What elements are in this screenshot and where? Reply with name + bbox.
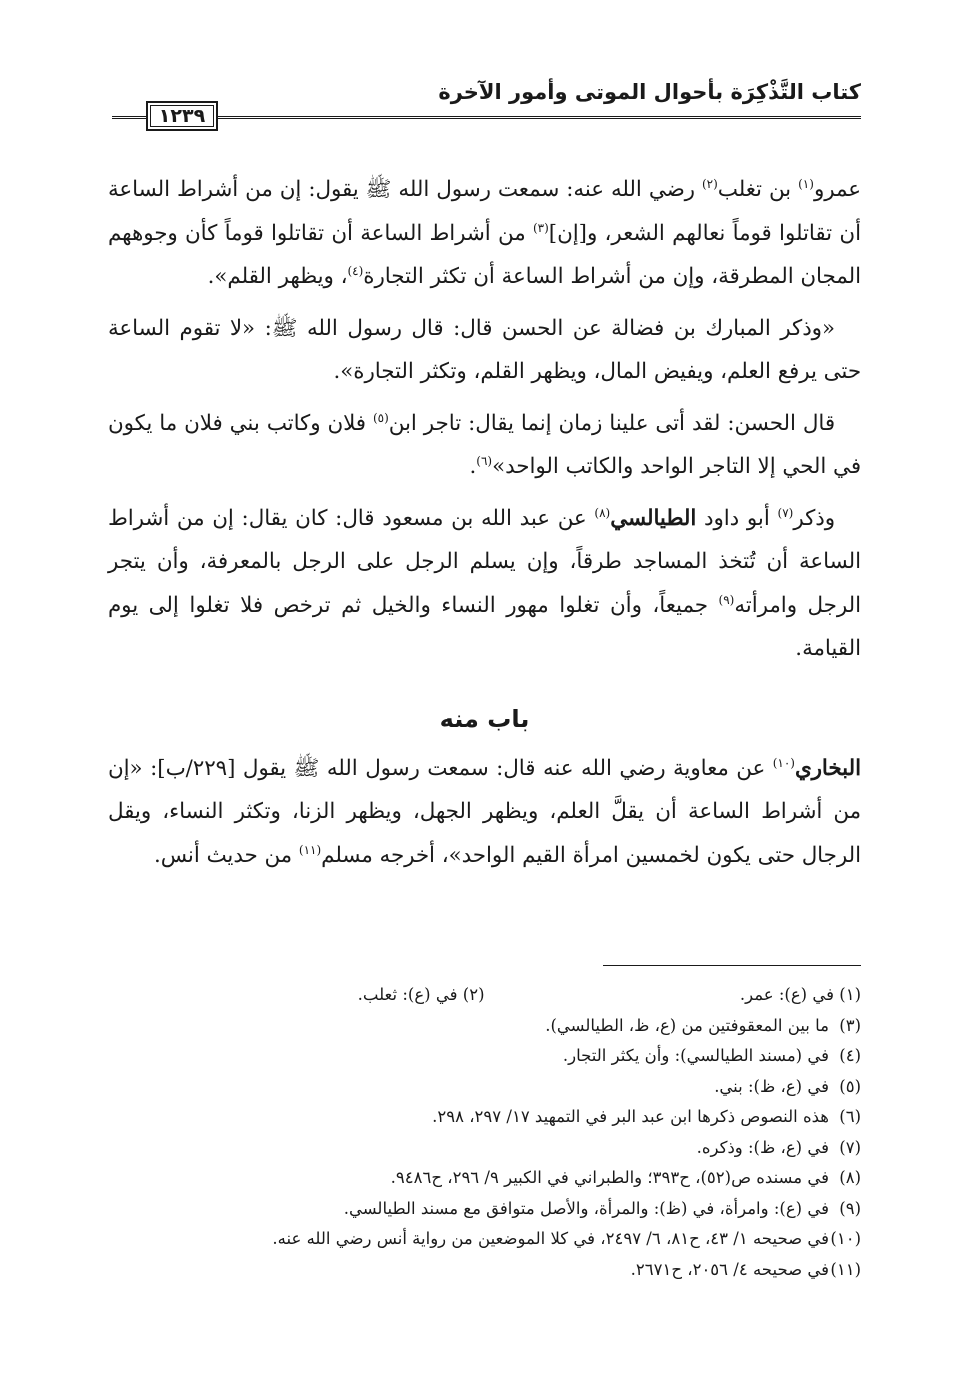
footnote-number: (٥): [839, 1076, 861, 1096]
footnote-item: [108, 1194, 861, 1225]
bold-source-name: الطيالسي: [610, 505, 697, 531]
text-run: أبو داود: [696, 505, 778, 531]
footnote-text: في (ع): ثعلب.: [357, 985, 458, 1004]
footnote-item: [485, 980, 862, 1011]
text-run: فلان وكاتب بني فلان ما يكون في الحي إلا التاجر الواحد والكاتب الواحد»: [108, 410, 861, 479]
footnote-reference: (١٠): [772, 755, 795, 770]
footnote-number: (١): [839, 985, 861, 1004]
text-run: ، ويظهر القلم».: [207, 264, 348, 289]
text-run: من أشراط الساعة أن تقاتلوا قوماً كأن وجوههم المجان المطرقة، وإن من أشراط الساعة أن تكثر التجارة: [108, 220, 861, 289]
footnote-number: (٦): [839, 1107, 861, 1126]
footnote-item: [108, 1041, 861, 1072]
footnote-text: في صحيحه ٤/ ٢٠٥٦، ح٢٦٧١.: [630, 1259, 829, 1279]
footnote-reference: (١): [798, 176, 814, 191]
paragraph: [108, 168, 861, 299]
section-title: باب منه: [439, 704, 530, 733]
footnote-item: [108, 1072, 861, 1103]
footnote-reference: (١١): [298, 842, 322, 857]
footnote-item: [108, 980, 485, 1011]
footnote-reference: (٨): [594, 505, 611, 520]
footnote-reference: (٥): [372, 410, 389, 425]
text-run: جميعاً، وأن تغلوا مهور النساء والخيل ثم ترخص فلا تغلوا إلى يوم القيامة.: [108, 592, 861, 661]
running-header-title: كتاب التَّذْكِرَة بأحوال الموتى وأمور الآخرة: [438, 80, 861, 104]
footnote-text: هذه النصوص ذكرها ابن عبد البر في التمهيد ١٧/ ٢٩٧، ٢٩٨.: [432, 1107, 829, 1126]
footnote-item: [108, 1011, 861, 1042]
footnote-pair: [108, 980, 861, 1011]
page-number-box: ١٢٣٩: [146, 101, 218, 131]
footnote-item: [108, 1224, 861, 1255]
text-run: «وذكر المبارك بن فضالة عن الحسن قال: قال رسول الله ﷺ: «لا تقوم الساعة حتى يرفع العلم، ويفيض المال، ويظهر القلم، وتكثر التجارة».: [108, 315, 861, 384]
text-run: بن تغلب: [717, 177, 799, 202]
footnote-text: في (ع): وامرأة، في (ظ): والمرأة، والأصل متوافق مع مسند الطيالسي.: [343, 1198, 829, 1218]
footnote-text: ما بين المعقوفتين من (ع، ظ، الطيالسي).: [545, 1015, 829, 1035]
text-run: عن عبد الله بن مسعود قال: كان يقال: إن من أشراط الساعة أن تُتخذ المساجد طرقاً، وإن يسلم الرجل على الرجل بالمعرفة، وأن يتجر الرجل وامرأته: [108, 505, 861, 618]
footnote-reference: (٦): [476, 453, 493, 468]
text-run: قال الحسن: لقد أتى علينا زمان إنما يقال: تاجر ابن: [388, 410, 835, 436]
main-text: [108, 168, 861, 885]
paragraph: [108, 402, 861, 489]
paragraph: [108, 497, 861, 671]
footnote-number: (٧): [839, 1137, 861, 1157]
footnote-list: [108, 1011, 861, 1286]
section-paragraph-list: [108, 747, 861, 878]
footnote-number: (١٠): [830, 1229, 861, 1248]
text-run: رضي الله عنه: سمعت رسول الله ﷺ يقول: إن من أشراط الساعة أن تقاتلوا قوماً نعالهم الشعر، و[إن]: [108, 177, 861, 246]
footnote-reference: (٤): [347, 263, 364, 278]
text-run: من حديث أنس.: [153, 842, 299, 868]
footnote-reference: (٢): [701, 176, 718, 191]
footnote-item: [108, 1255, 861, 1286]
footnote-item: [108, 1163, 861, 1194]
footnote-text: في (ع، ظ): وذكره.: [696, 1137, 829, 1157]
footnote-number: (٤): [839, 1046, 861, 1065]
footnote-text: في (مسند الطيالسي): وأن يكثر التجار.: [562, 1046, 829, 1065]
footnote-number: (١١): [830, 1259, 861, 1279]
paragraph-list: [108, 168, 861, 671]
footnote-text: في (ع): عمر.: [739, 985, 834, 1004]
footnote-number: (٩): [839, 1198, 861, 1218]
footnote-text: في مسنده ص(٥٢)، ح٣٩٣؛ والطبراني في الكبير ٩/ ٢٩٦، ح٩٤٨٦.: [390, 1168, 829, 1187]
footnote-number: (٨): [839, 1168, 861, 1187]
footnote-text: في صحيحه ١/ ٤٣، ح٨١، ٦/ ٢٤٩٧، في كلا الموضعين من رواية أنس رضي الله عنه.: [272, 1229, 829, 1248]
footnote-reference: (٧): [777, 505, 794, 520]
paragraph: [108, 307, 861, 394]
text-run: عمرو: [813, 177, 861, 202]
footnote-text: في (ع، ظ): بني.: [714, 1076, 829, 1096]
paragraph: [108, 747, 861, 878]
text-run: وذكر: [793, 505, 835, 531]
text-run: .: [469, 454, 477, 479]
footnote-separator: [603, 965, 861, 966]
footnote-reference: (٣): [532, 220, 549, 235]
header-rule-left: [112, 116, 146, 119]
footnotes: [108, 980, 861, 1285]
footnote-number: (٣): [839, 1015, 861, 1035]
footnote-reference: (٩): [718, 592, 735, 607]
header-rule: [216, 116, 861, 119]
footnote-item: [108, 1102, 861, 1133]
footnote-number: (٢): [462, 985, 485, 1004]
bold-source-name: البخاري: [794, 755, 861, 781]
text-run: عن معاوية رضي الله عنه قال: سمعت رسول الله ﷺ يقول [٢٢٩/ب]: «إن من أشراط الساعة أن يقلَّ العلم، ويظهر الجهل، ويظهر الزنا، وتكثر النساء، ويقل الرجال حتى يكون لخمسين امرأة القيم الواحد»، أخرجه مسلم: [108, 755, 861, 868]
footnote-item: [108, 1133, 861, 1164]
